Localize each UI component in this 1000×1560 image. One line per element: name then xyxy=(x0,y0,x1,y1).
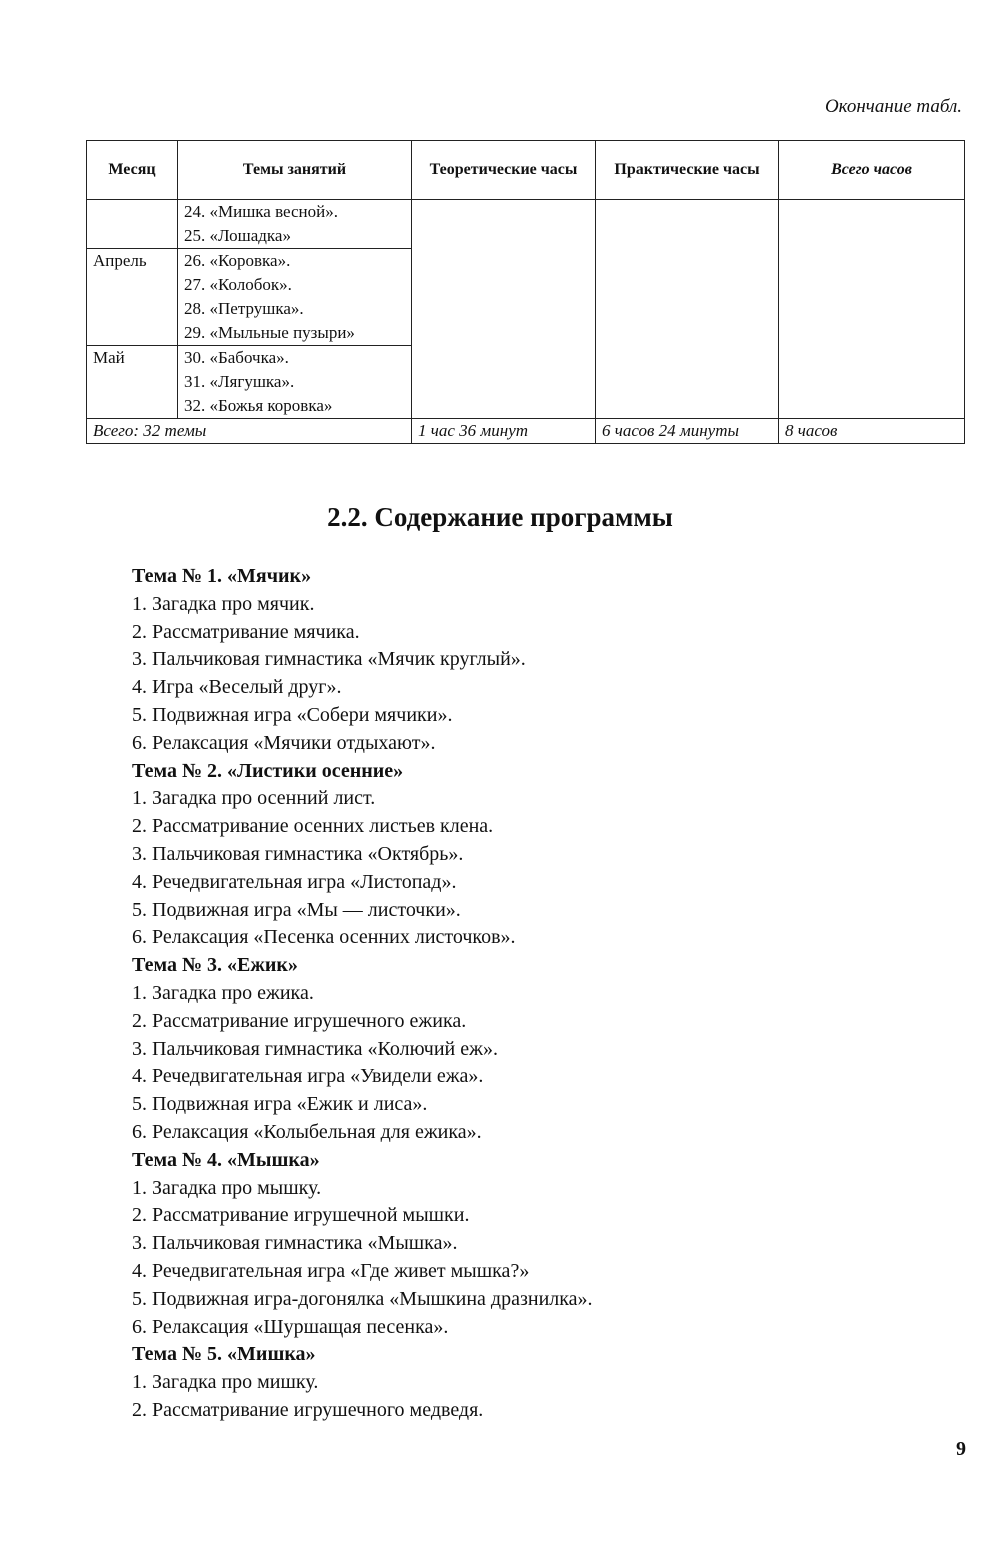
theme-block xyxy=(132,1341,932,1424)
list-item: 3. Пальчиковая гимнастика «Октябрь». xyxy=(132,842,464,865)
theme-block xyxy=(132,952,932,1147)
total-practice: 6 часов 24 минуты xyxy=(596,419,779,444)
list-item: 6. Релаксация «Шуршащая песенка». xyxy=(132,1315,449,1338)
total-hours: 8 часов xyxy=(779,419,965,444)
topics-cell xyxy=(178,249,412,346)
topic-item: 30. «Бабочка». xyxy=(184,348,289,367)
page-number: 9 xyxy=(956,1438,966,1460)
table-caption: Окончание табл. xyxy=(824,96,962,117)
list-item: 3. Пальчиковая гимнастика «Колючий еж». xyxy=(132,1037,498,1060)
theme-title: Тема № 1. «Мячик» xyxy=(132,565,312,587)
practice-cell xyxy=(596,200,779,419)
total-theory: 1 час 36 минут xyxy=(412,419,596,444)
topics-cell xyxy=(178,200,412,249)
table-header-row xyxy=(87,141,965,200)
month-cell xyxy=(87,200,178,249)
header-practice: Практические часы xyxy=(596,141,779,200)
theme-title: Тема № 3. «Ежик» xyxy=(132,954,298,977)
list-item: 2. Рассматривание осенних листьев клена. xyxy=(132,815,494,838)
list-item: 4. Речедвигательная игра «Листопад». xyxy=(132,870,457,893)
theme-block xyxy=(132,758,932,953)
topic-item: 31. «Лягушка». xyxy=(184,372,295,391)
header-month: Месяц xyxy=(87,141,178,200)
topics-cell xyxy=(178,346,412,419)
list-item: 5. Подвижная игра «Собери мячики». xyxy=(132,703,453,726)
list-item: 2. Рассматривание игрушечной мышки. xyxy=(132,1204,470,1227)
list-item: 3. Пальчиковая гимнастика «Мячик круглый». xyxy=(132,648,526,671)
list-item: 4. Речедвигательная игра «Увидели ежа». xyxy=(132,1065,484,1088)
theme-title: Тема № 2. «Листики осенние» xyxy=(132,759,404,782)
section-title: 2.2. Содержание программы xyxy=(327,502,673,532)
month-cell: Апрель xyxy=(87,249,178,346)
month-cell: Май xyxy=(87,346,178,419)
list-item: 2. Рассматривание игрушечного медведя. xyxy=(132,1398,484,1421)
topic-item: 28. «Петрушка». xyxy=(184,299,304,318)
theme-block xyxy=(132,1147,932,1342)
theme-title: Тема № 5. «Мишка» xyxy=(132,1343,316,1366)
program-content xyxy=(132,563,932,1425)
header-total: Всего часов xyxy=(779,141,965,200)
topic-item: 24. «Мишка весной». xyxy=(184,202,338,221)
header-theory: Теоретические часы xyxy=(412,141,596,200)
table-total-row xyxy=(87,419,965,444)
list-item: 6. Релаксация «Колыбельная для ежика». xyxy=(132,1120,482,1143)
header-topics: Темы занятий xyxy=(178,141,412,200)
list-item: 2. Рассматривание мячика. xyxy=(132,620,360,643)
topic-item: 32. «Божья коровка» xyxy=(184,396,333,415)
list-item: 5. Подвижная игра-догонялка «Мышкина дразнилка». xyxy=(132,1287,593,1310)
theme-title: Тема № 4. «Мышка» xyxy=(132,1148,320,1171)
table-row xyxy=(87,200,965,249)
list-item: 1. Загадка про мишку. xyxy=(132,1371,319,1394)
list-item: 6. Релаксация «Мячики отдыхают». xyxy=(132,731,436,754)
theme-block xyxy=(132,563,932,758)
topic-item: 27. «Колобок». xyxy=(184,275,292,294)
list-item: 5. Подвижная игра «Ежик и лиса». xyxy=(132,1093,428,1116)
list-item: 4. Игра «Веселый друг». xyxy=(132,676,342,699)
theory-cell xyxy=(412,200,596,419)
list-item: 1. Загадка про мячик. xyxy=(132,592,315,615)
list-item: 1. Загадка про мышку. xyxy=(132,1176,322,1199)
topic-item: 29. «Мыльные пузыри» xyxy=(184,323,355,342)
list-item: 1. Загадка про ежика. xyxy=(132,981,314,1004)
total-cell xyxy=(779,200,965,419)
list-item: 5. Подвижная игра «Мы — листочки». xyxy=(132,898,461,921)
list-item: 3. Пальчиковая гимнастика «Мышка». xyxy=(132,1232,458,1255)
total-label: Всего: 32 темы xyxy=(87,419,412,444)
lesson-plan-table xyxy=(86,140,965,444)
topic-item: 26. «Коровка». xyxy=(184,251,291,270)
list-item: 2. Рассматривание игрушечного ежика. xyxy=(132,1009,467,1032)
list-item: 1. Загадка про осенний лист. xyxy=(132,787,376,810)
topic-item: 25. «Лошадка» xyxy=(184,226,291,245)
list-item: 6. Релаксация «Песенка осенних листочков». xyxy=(132,926,516,949)
list-item: 4. Речедвигательная игра «Где живет мышка?» xyxy=(132,1259,530,1282)
